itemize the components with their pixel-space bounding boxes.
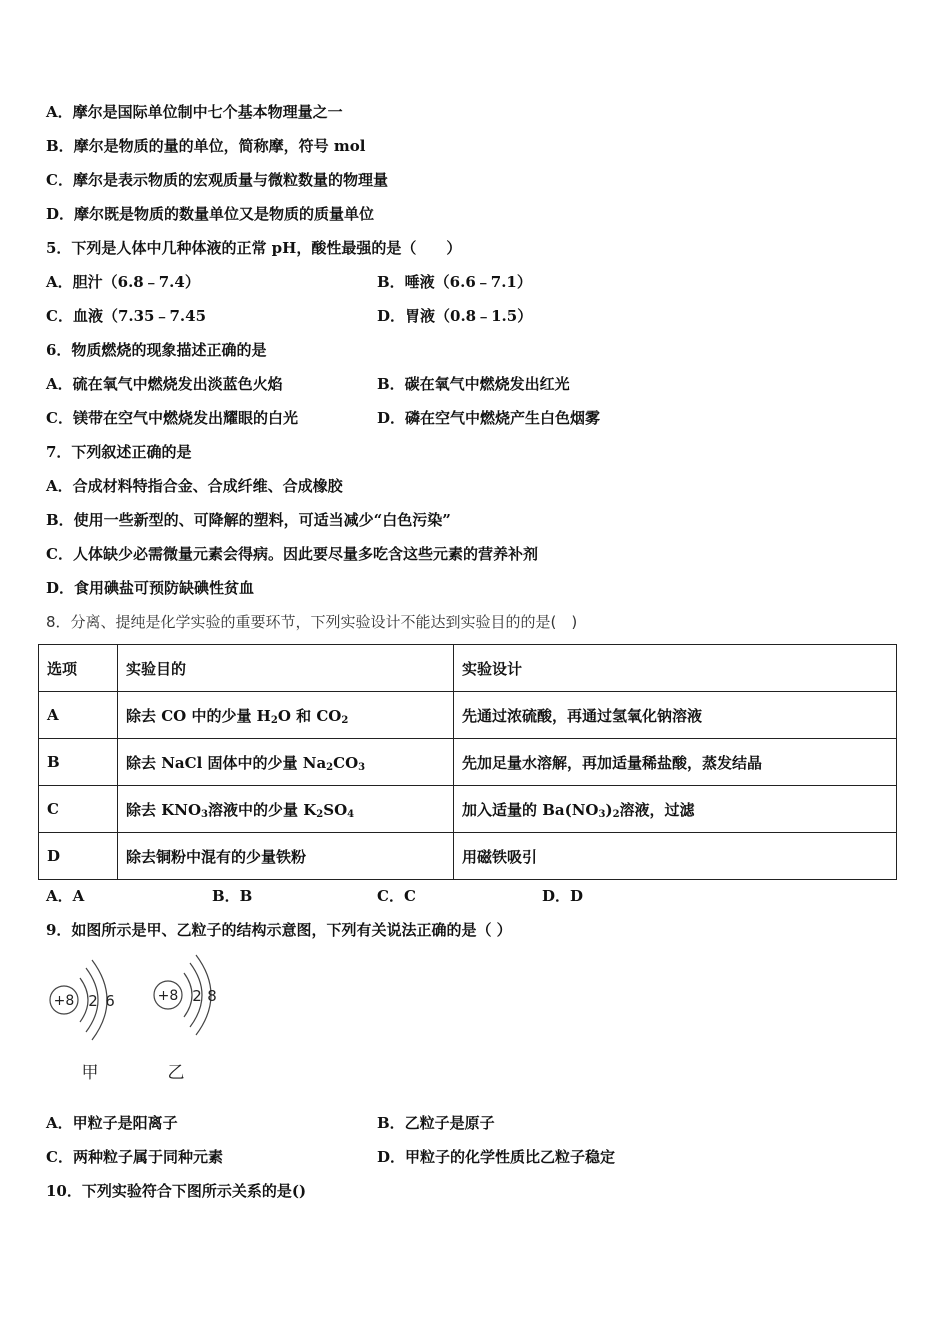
table-header-cell: 实验设计: [454, 645, 897, 692]
q7-option-a: A．合成材料特指合金、合成纤维、合成橡胶: [46, 477, 343, 495]
table-header-cell: 选项: [39, 645, 118, 692]
q5-option-c: C．血液（7.35﹣7.45: [46, 307, 207, 325]
q7-stem: 7．下列叙述正确的是: [46, 443, 192, 461]
table-cell-option: C: [39, 786, 118, 833]
particle-label-yi: 乙: [167, 1063, 185, 1083]
q6-option-b: B．碳在氧气中燃烧发出红光: [377, 375, 570, 393]
particle-jia-diagram: [50, 960, 115, 1083]
q8-option-b: B．B: [212, 887, 253, 905]
q5-stem: 5．下列是人体中几种体液的正常 pH，酸性最强的是（ ）: [46, 239, 462, 257]
q10-stem: 10．下列实验符合下图所示关系的是(): [46, 1182, 307, 1200]
q5-option-a: A．胆汁（6.8﹣7.4）: [46, 273, 200, 291]
shell-electrons-1: 2: [192, 987, 202, 1005]
q9-option-b: B．乙粒子是原子: [377, 1114, 495, 1132]
q8-stem: 8．分离、提纯是化学实验的重要环节，下列实验设计不能达到实验目的的是( ): [46, 613, 578, 631]
particle-structure-figure: [40, 950, 240, 1090]
table-cell-design: 先通过浓硫酸，再通过氢氧化钠溶液: [454, 692, 897, 739]
table-cell-option: B: [39, 739, 118, 786]
table-cell-purpose: 除去 CO 中的少量 $H_2O$ 和 $CO_2$: [118, 692, 454, 739]
nucleus-charge: +8: [53, 993, 75, 1009]
q9-option-d: D．甲粒子的化学性质比乙粒子稳定: [377, 1148, 616, 1166]
particle-label-jia: 甲: [81, 1063, 99, 1083]
table-row: [39, 692, 897, 739]
table-cell-design: 用磁铁吸引: [454, 833, 897, 880]
q7-option-d: D．食用碘盐可预防缺碘性贫血: [46, 579, 255, 597]
table-cell-design: 加入适量的 $Ba(NO_3)_2$溶液，过滤: [454, 786, 897, 833]
electron-shell-arc: [184, 973, 192, 1017]
shell-electrons-1: 2: [88, 992, 98, 1010]
q8-option-d: D．D: [542, 887, 584, 905]
q4-option-b: B．摩尔是物质的量的单位，简称摩，符号 mol: [46, 137, 366, 155]
table-cell-design: 先加足量水溶解，再加适量稀盐酸，蒸发结晶: [454, 739, 897, 786]
q8-option-c: C．C: [377, 887, 416, 905]
q4-option-a: A．摩尔是国际单位制中七个基本物理量之一: [46, 103, 343, 121]
q6-option-c: C．镁带在空气中燃烧发出耀眼的白光: [46, 409, 298, 427]
table-cell-purpose: 除去铜粉中混有的少量铁粉: [118, 833, 454, 880]
experiment-table: [38, 644, 897, 880]
q6-option-a: A．硫在氧气中燃烧发出淡蓝色火焰: [46, 375, 283, 393]
table-cell-option: D: [39, 833, 118, 880]
q4-option-d: D．摩尔既是物质的数量单位又是物质的质量单位: [46, 205, 375, 223]
table-row: [39, 833, 897, 880]
shell-electrons-2: 6: [105, 992, 115, 1010]
q5-option-d: D．胃液（0.8﹣1.5）: [377, 307, 533, 325]
q8-option-a: A．A: [46, 887, 85, 905]
electron-shell-arc: [80, 978, 88, 1022]
table-cell-option: A: [39, 692, 118, 739]
q7-option-c: C．人体缺少必需微量元素会得病。因此要尽量多吃含这些元素的营养补剂: [46, 545, 538, 563]
q7-option-b: B．使用一些新型的、可降解的塑料，可适当减少“白色污染”: [46, 511, 451, 529]
table-row: [39, 739, 897, 786]
q9-stem: 9．如图所示是甲、乙粒子的结构示意图，下列有关说法正确的是（ ）: [46, 921, 512, 939]
table-row: [39, 786, 897, 833]
q5-option-b: B．唾液（6.6﹣7.1）: [377, 273, 532, 291]
table-header-cell: 实验目的: [118, 645, 454, 692]
q4-option-c: C．摩尔是表示物质的宏观质量与微粒数量的物理量: [46, 171, 388, 189]
table-cell-purpose: 除去 NaCl 固体中的少量 $Na_2CO_3$: [118, 739, 454, 786]
q6-option-d: D．磷在空气中燃烧产生白色烟雾: [377, 409, 601, 427]
q6-stem: 6．物质燃烧的现象描述正确的是: [46, 341, 267, 359]
table-cell-purpose: 除去 $KNO_3$溶液中的少量 $K_2SO_4$: [118, 786, 454, 833]
q9-option-a: A．甲粒子是阳离子: [46, 1114, 178, 1132]
shell-electrons-2: 8: [207, 987, 217, 1005]
q9-option-c: C．两种粒子属于同种元素: [46, 1148, 223, 1166]
particle-yi-diagram: [154, 955, 217, 1083]
nucleus-charge: +8: [157, 988, 179, 1004]
table-header-row: [39, 645, 897, 692]
